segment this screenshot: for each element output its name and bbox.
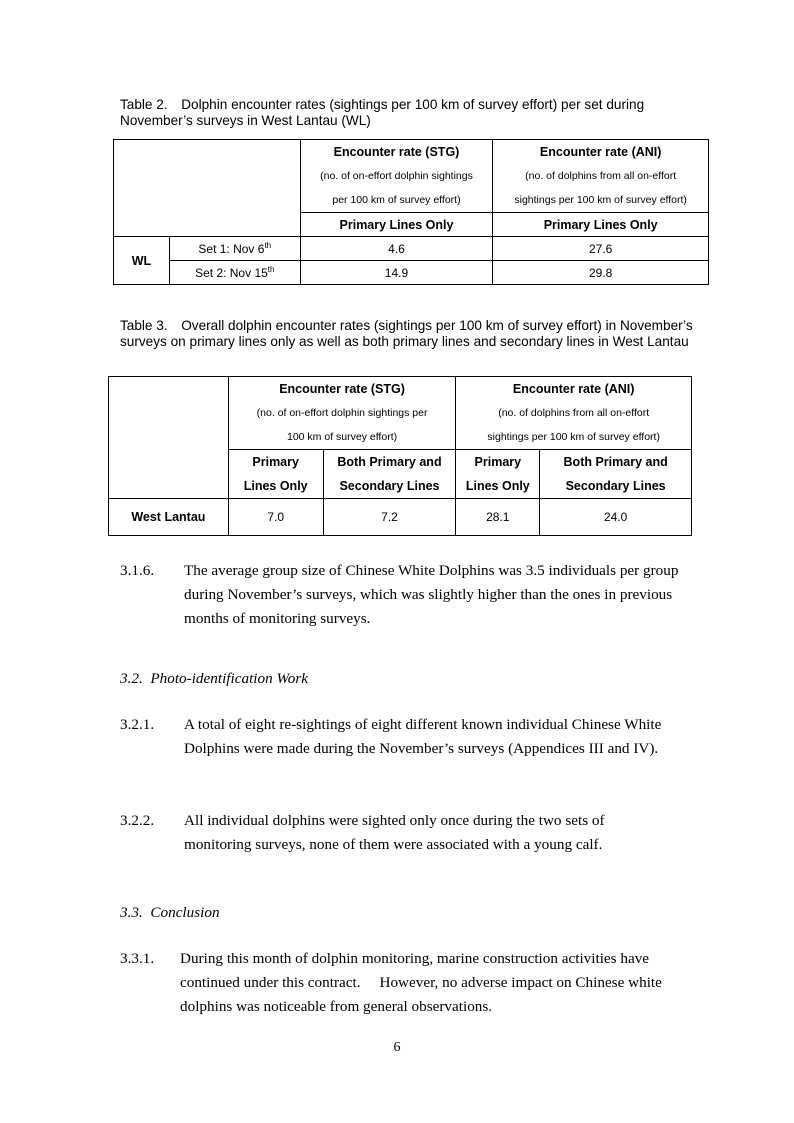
table3 — [108, 376, 692, 536]
table3-stg-primary: 7.0 — [228, 499, 323, 536]
section-3-3-heading: 3.3. Conclusion — [120, 904, 220, 921]
table3-ani-primary-col: Primary Lines Only — [456, 450, 540, 499]
paragraph-3-1-6: 3.1.6. The average group size of Chinese White Dolphins was 3.5 individuals per group during November’s surveys, which was slightly higher than the ones in previous months of monitoring surveys. — [120, 562, 679, 627]
table2-set1: Set 1: Nov 6th — [169, 237, 300, 261]
table3-stg-both: 7.2 — [323, 499, 456, 536]
table3-ani-both: 24.0 — [540, 499, 692, 536]
table2-ani-primary-label: Primary Lines Only — [493, 213, 709, 237]
table3-caption: Table 3. Overall dolphin encounter rates (sightings per 100 km of survey effort) in November’s surveys on primary lines only as well as both primary lines and secondary lines in West Lantau — [120, 318, 693, 349]
table2-set2: Set 2: Nov 15th — [169, 261, 300, 285]
table2-set2-stg: 14.9 — [300, 261, 493, 285]
table2-stg-primary-label: Primary Lines Only — [300, 213, 493, 237]
table2-stg-header: Encounter rate (STG) (no. of on-effort dolphin sightings per 100 km of survey effort) — [300, 140, 493, 213]
table2-ani-header: Encounter rate (ANI) (no. of dolphins from all on-effort sightings per 100 km of survey effort) — [493, 140, 709, 213]
table2-area: WL — [114, 237, 170, 285]
page-number: 6 — [393, 1040, 401, 1055]
table3-stg-header: Encounter rate (STG) (no. of on-effort dolphin sightings per 100 km of survey effort) — [228, 377, 456, 450]
table2-caption: Table 2. Dolphin encounter rates (sightings per 100 km of survey effort) per set during November’s surveys in West Lantau (WL) — [120, 97, 645, 128]
table2 — [113, 139, 709, 285]
table2-set2-ani: 29.8 — [493, 261, 709, 285]
table3-ani-header: Encounter rate (ANI) (no. of dolphins from all on-effort sightings per 100 km of survey effort) — [456, 377, 692, 450]
paragraph-3-2-1: 3.2.1. A total of eight re-sightings of eight different known individual Chinese White Dolphins were made during the November’s surveys (Appendices III and IV). — [120, 716, 662, 757]
table2-empty-corner — [114, 140, 301, 237]
section-3-2-heading: 3.2. Photo-identification Work — [120, 670, 308, 687]
table3-ani-both-col: Both Primary and Secondary Lines — [540, 450, 692, 499]
paragraph-3-3-1: 3.3.1. During this month of dolphin monitoring, marine construction activities have continued under this contract. However, no adverse impact on Chinese white dolphins was noticeable from general observations. — [120, 950, 662, 1015]
table2-set1-stg: 4.6 — [300, 237, 493, 261]
table2-set1-ani: 27.6 — [493, 237, 709, 261]
table3-empty-corner — [109, 377, 229, 499]
table3-stg-primary-col: Primary Lines Only — [228, 450, 323, 499]
paragraph-3-2-2: 3.2.2. All individual dolphins were sighted only once during the two sets of monitoring surveys, none of them were associated with a young calf. — [120, 812, 605, 853]
table3-stg-both-col: Both Primary and Secondary Lines — [323, 450, 456, 499]
table3-ani-primary: 28.1 — [456, 499, 540, 536]
table3-row-label: West Lantau — [109, 499, 229, 536]
